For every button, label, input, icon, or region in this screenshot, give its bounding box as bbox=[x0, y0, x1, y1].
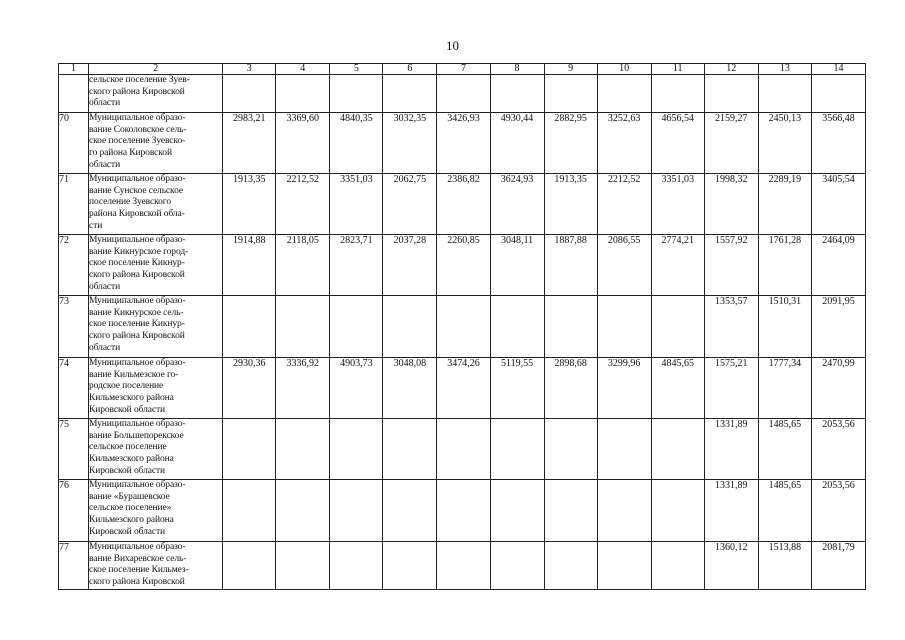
municipality-name-line: Муниципальное образо- bbox=[89, 174, 186, 184]
value-cell: 3426,93 bbox=[437, 113, 490, 174]
value-cell: 1485,65 bbox=[758, 419, 811, 480]
municipality-name-line: Муниципальное образо- bbox=[89, 113, 186, 123]
value-cell: 2037,28 bbox=[383, 235, 437, 296]
value-cell: 2930,36 bbox=[223, 358, 276, 419]
value-cell: 4930,44 bbox=[490, 113, 544, 174]
value-cell: 3474,26 bbox=[437, 358, 490, 419]
value-cell bbox=[490, 542, 544, 590]
row-number: 75 bbox=[59, 419, 89, 480]
value-cell: 3369,60 bbox=[276, 113, 330, 174]
value-cell: 2470,99 bbox=[811, 358, 865, 419]
municipality-name-line: ское поселение Кикнур- bbox=[89, 319, 185, 330]
row-number: 71 bbox=[59, 174, 89, 235]
value-cell bbox=[330, 75, 383, 113]
value-cell: 2774,21 bbox=[651, 235, 704, 296]
value-cell bbox=[383, 419, 437, 480]
value-cell bbox=[758, 75, 811, 113]
value-cell: 2091,95 bbox=[811, 296, 865, 358]
row-number: 70 bbox=[59, 113, 89, 174]
value-cell: 1887,88 bbox=[544, 235, 597, 296]
municipality-name-line: Кильмезского района bbox=[89, 454, 174, 465]
value-cell bbox=[597, 296, 651, 358]
value-cell bbox=[811, 75, 865, 113]
value-cell: 1777,34 bbox=[758, 358, 811, 419]
table-row bbox=[59, 235, 866, 296]
value-cell: 2898,68 bbox=[544, 358, 597, 419]
value-cell: 1913,35 bbox=[544, 174, 597, 235]
column-header: 3 bbox=[223, 64, 276, 75]
municipality-name-line: сельское поселение bbox=[89, 442, 167, 453]
municipality-name-line: ское поселение Зуевско- bbox=[89, 136, 186, 147]
value-cell: 1510,31 bbox=[758, 296, 811, 358]
value-cell bbox=[383, 296, 437, 358]
municipality-name-line: Муниципальное образо- bbox=[89, 419, 186, 429]
value-cell bbox=[597, 419, 651, 480]
value-cell: 2159,27 bbox=[704, 113, 758, 174]
municipality-name bbox=[89, 358, 223, 419]
value-cell: 3252,63 bbox=[597, 113, 651, 174]
value-cell bbox=[651, 480, 704, 542]
value-cell: 4840,35 bbox=[330, 113, 383, 174]
table-body bbox=[59, 75, 866, 590]
value-cell bbox=[490, 296, 544, 358]
row-number: 73 bbox=[59, 296, 89, 358]
value-cell: 2260,85 bbox=[437, 235, 490, 296]
value-cell bbox=[437, 480, 490, 542]
value-cell bbox=[651, 542, 704, 590]
municipality-name bbox=[89, 296, 223, 358]
municipality-name-line: ского района Кировской bbox=[89, 270, 185, 281]
column-header: 1 bbox=[59, 64, 89, 75]
municipality-name-line: вание Соколовское сель- bbox=[89, 124, 187, 135]
municipality-name-line: Муниципальное образо- bbox=[89, 480, 186, 490]
municipality-name-line: вание Кикнурское город- bbox=[89, 246, 189, 257]
value-cell: 4656,54 bbox=[651, 113, 704, 174]
value-cell bbox=[437, 296, 490, 358]
value-cell: 1353,57 bbox=[704, 296, 758, 358]
value-cell: 1513,88 bbox=[758, 542, 811, 590]
value-cell bbox=[490, 75, 544, 113]
table-row bbox=[59, 480, 866, 542]
municipality-name-line: области bbox=[89, 159, 121, 170]
municipality-name-line: го района Кировской bbox=[89, 148, 172, 159]
value-cell bbox=[276, 296, 330, 358]
row-number: 74 bbox=[59, 358, 89, 419]
value-cell: 2983,21 bbox=[223, 113, 276, 174]
value-cell: 1557,92 bbox=[704, 235, 758, 296]
municipality-name-line: ского района Кировской bbox=[89, 331, 185, 342]
municipality-name-line: родское поселение bbox=[89, 381, 164, 392]
column-header: 8 bbox=[490, 64, 544, 75]
municipality-name-line: района Кировской обла- bbox=[89, 209, 185, 220]
municipality-name bbox=[89, 480, 223, 542]
value-cell: 3336,92 bbox=[276, 358, 330, 419]
table-row bbox=[59, 358, 866, 419]
value-cell bbox=[437, 419, 490, 480]
municipality-name-line: вание Кикнурское сель- bbox=[89, 307, 184, 318]
value-cell bbox=[383, 75, 437, 113]
municipality-name-line: Муниципальное образо- bbox=[89, 358, 186, 368]
value-cell: 3299,96 bbox=[597, 358, 651, 419]
municipality-name-line: Кировской области bbox=[89, 526, 165, 537]
value-cell bbox=[490, 419, 544, 480]
value-cell bbox=[544, 75, 597, 113]
value-cell bbox=[490, 480, 544, 542]
value-cell: 1998,32 bbox=[704, 174, 758, 235]
value-cell: 2053,56 bbox=[811, 480, 865, 542]
value-cell: 5119,55 bbox=[490, 358, 544, 419]
value-cell: 2081,79 bbox=[811, 542, 865, 590]
municipality-name bbox=[89, 235, 223, 296]
value-cell: 1331,89 bbox=[704, 419, 758, 480]
value-cell bbox=[383, 480, 437, 542]
value-cell bbox=[223, 75, 276, 113]
value-cell: 3405,54 bbox=[811, 174, 865, 235]
municipality-name-line: вание Вихаревское сель- bbox=[89, 553, 187, 564]
municipality-name-line: ского района Кировской bbox=[89, 86, 185, 97]
municipality-name bbox=[89, 75, 223, 113]
header-row bbox=[59, 64, 866, 75]
value-cell bbox=[276, 480, 330, 542]
municipality-name-line: ское поселение Кильмез- bbox=[89, 565, 189, 576]
value-cell: 3048,08 bbox=[383, 358, 437, 419]
value-cell bbox=[437, 542, 490, 590]
value-cell: 2882,95 bbox=[544, 113, 597, 174]
municipality-name-line: сельское поселение Зуев- bbox=[89, 75, 190, 85]
value-cell bbox=[597, 480, 651, 542]
value-cell bbox=[383, 542, 437, 590]
value-cell: 2086,55 bbox=[597, 235, 651, 296]
data-table bbox=[58, 63, 866, 590]
municipality-name-line: области bbox=[89, 281, 121, 292]
table-row bbox=[59, 75, 866, 113]
municipality-name-line: Кильмезского района bbox=[89, 515, 174, 526]
value-cell: 2212,52 bbox=[276, 174, 330, 235]
value-cell: 1575,21 bbox=[704, 358, 758, 419]
municipality-name-line: вание Кильмезское го- bbox=[89, 369, 179, 380]
table-row bbox=[59, 296, 866, 358]
municipality-name-line: вание «Бурашевское bbox=[89, 491, 170, 502]
value-cell: 1360,12 bbox=[704, 542, 758, 590]
value-cell: 1914,88 bbox=[223, 235, 276, 296]
value-cell: 1761,28 bbox=[758, 235, 811, 296]
value-cell: 2062,75 bbox=[383, 174, 437, 235]
value-cell: 1331,89 bbox=[704, 480, 758, 542]
municipality-name-line: вание Сунское сельское bbox=[89, 185, 183, 196]
municipality-name bbox=[89, 419, 223, 480]
table-row bbox=[59, 174, 866, 235]
value-cell bbox=[276, 419, 330, 480]
value-cell: 2464,09 bbox=[811, 235, 865, 296]
value-cell: 2386,82 bbox=[437, 174, 490, 235]
column-header: 4 bbox=[276, 64, 330, 75]
column-header: 5 bbox=[330, 64, 383, 75]
municipality-name bbox=[89, 113, 223, 174]
municipality-name-line: сельское поселение» bbox=[89, 503, 172, 514]
column-header: 14 bbox=[811, 64, 865, 75]
value-cell: 2289,19 bbox=[758, 174, 811, 235]
row-number: 77 bbox=[59, 542, 89, 590]
value-cell bbox=[276, 75, 330, 113]
value-cell bbox=[544, 296, 597, 358]
column-header: 9 bbox=[544, 64, 597, 75]
value-cell bbox=[544, 542, 597, 590]
column-header: 12 bbox=[704, 64, 758, 75]
row-number bbox=[59, 75, 89, 113]
value-cell bbox=[223, 480, 276, 542]
value-cell: 3032,35 bbox=[383, 113, 437, 174]
value-cell: 2212,52 bbox=[597, 174, 651, 235]
municipality-name-line: области bbox=[89, 342, 121, 353]
value-cell bbox=[330, 542, 383, 590]
table-row bbox=[59, 113, 866, 174]
value-cell: 1913,35 bbox=[223, 174, 276, 235]
table-row bbox=[59, 542, 866, 590]
value-cell: 3048,11 bbox=[490, 235, 544, 296]
municipality-name-line: ское поселение Кикнур- bbox=[89, 258, 185, 269]
column-header: 6 bbox=[383, 64, 437, 75]
value-cell bbox=[223, 542, 276, 590]
value-cell bbox=[544, 480, 597, 542]
municipality-name bbox=[89, 174, 223, 235]
value-cell bbox=[330, 480, 383, 542]
municipality-name-line: области bbox=[89, 98, 121, 109]
column-header: 11 bbox=[651, 64, 704, 75]
municipality-name-line: Муниципальное образо- bbox=[89, 235, 186, 245]
value-cell: 1485,65 bbox=[758, 480, 811, 542]
municipality-name-line: ского района Кировской bbox=[89, 577, 185, 588]
municipality-name bbox=[89, 542, 223, 590]
row-number: 76 bbox=[59, 480, 89, 542]
column-header: 7 bbox=[437, 64, 490, 75]
value-cell: 4845,65 bbox=[651, 358, 704, 419]
value-cell: 2823,71 bbox=[330, 235, 383, 296]
value-cell: 3351,03 bbox=[651, 174, 704, 235]
column-header: 10 bbox=[597, 64, 651, 75]
municipality-name-line: Муниципальное образо- bbox=[89, 296, 186, 306]
municipality-name-line: Кировской области bbox=[89, 465, 165, 476]
municipality-name-line: Кировской области bbox=[89, 404, 165, 415]
value-cell bbox=[330, 419, 383, 480]
value-cell bbox=[276, 542, 330, 590]
value-cell bbox=[223, 419, 276, 480]
value-cell bbox=[597, 75, 651, 113]
municipality-name-line: сти bbox=[89, 220, 103, 231]
column-header: 13 bbox=[758, 64, 811, 75]
value-cell bbox=[544, 419, 597, 480]
value-cell: 2450,13 bbox=[758, 113, 811, 174]
value-cell bbox=[651, 296, 704, 358]
value-cell bbox=[704, 75, 758, 113]
municipality-name-line: Кильмезского района bbox=[89, 393, 174, 404]
value-cell bbox=[651, 75, 704, 113]
municipality-name-line: Муниципальное образо- bbox=[89, 542, 186, 552]
value-cell bbox=[330, 296, 383, 358]
value-cell bbox=[597, 542, 651, 590]
municipality-name-line: поселение Зуевского bbox=[89, 197, 172, 208]
page-number: 10 bbox=[446, 38, 459, 53]
value-cell: 2053,56 bbox=[811, 419, 865, 480]
value-cell bbox=[223, 296, 276, 358]
value-cell: 3351,03 bbox=[330, 174, 383, 235]
value-cell bbox=[437, 75, 490, 113]
value-cell: 2118,05 bbox=[276, 235, 330, 296]
value-cell bbox=[651, 419, 704, 480]
row-number: 72 bbox=[59, 235, 89, 296]
value-cell: 4903,73 bbox=[330, 358, 383, 419]
value-cell: 3624,93 bbox=[490, 174, 544, 235]
table-row bbox=[59, 419, 866, 480]
municipality-name-line: вание Большепорекское bbox=[89, 430, 184, 441]
column-header: 2 bbox=[89, 64, 223, 75]
value-cell: 3566,48 bbox=[811, 113, 865, 174]
